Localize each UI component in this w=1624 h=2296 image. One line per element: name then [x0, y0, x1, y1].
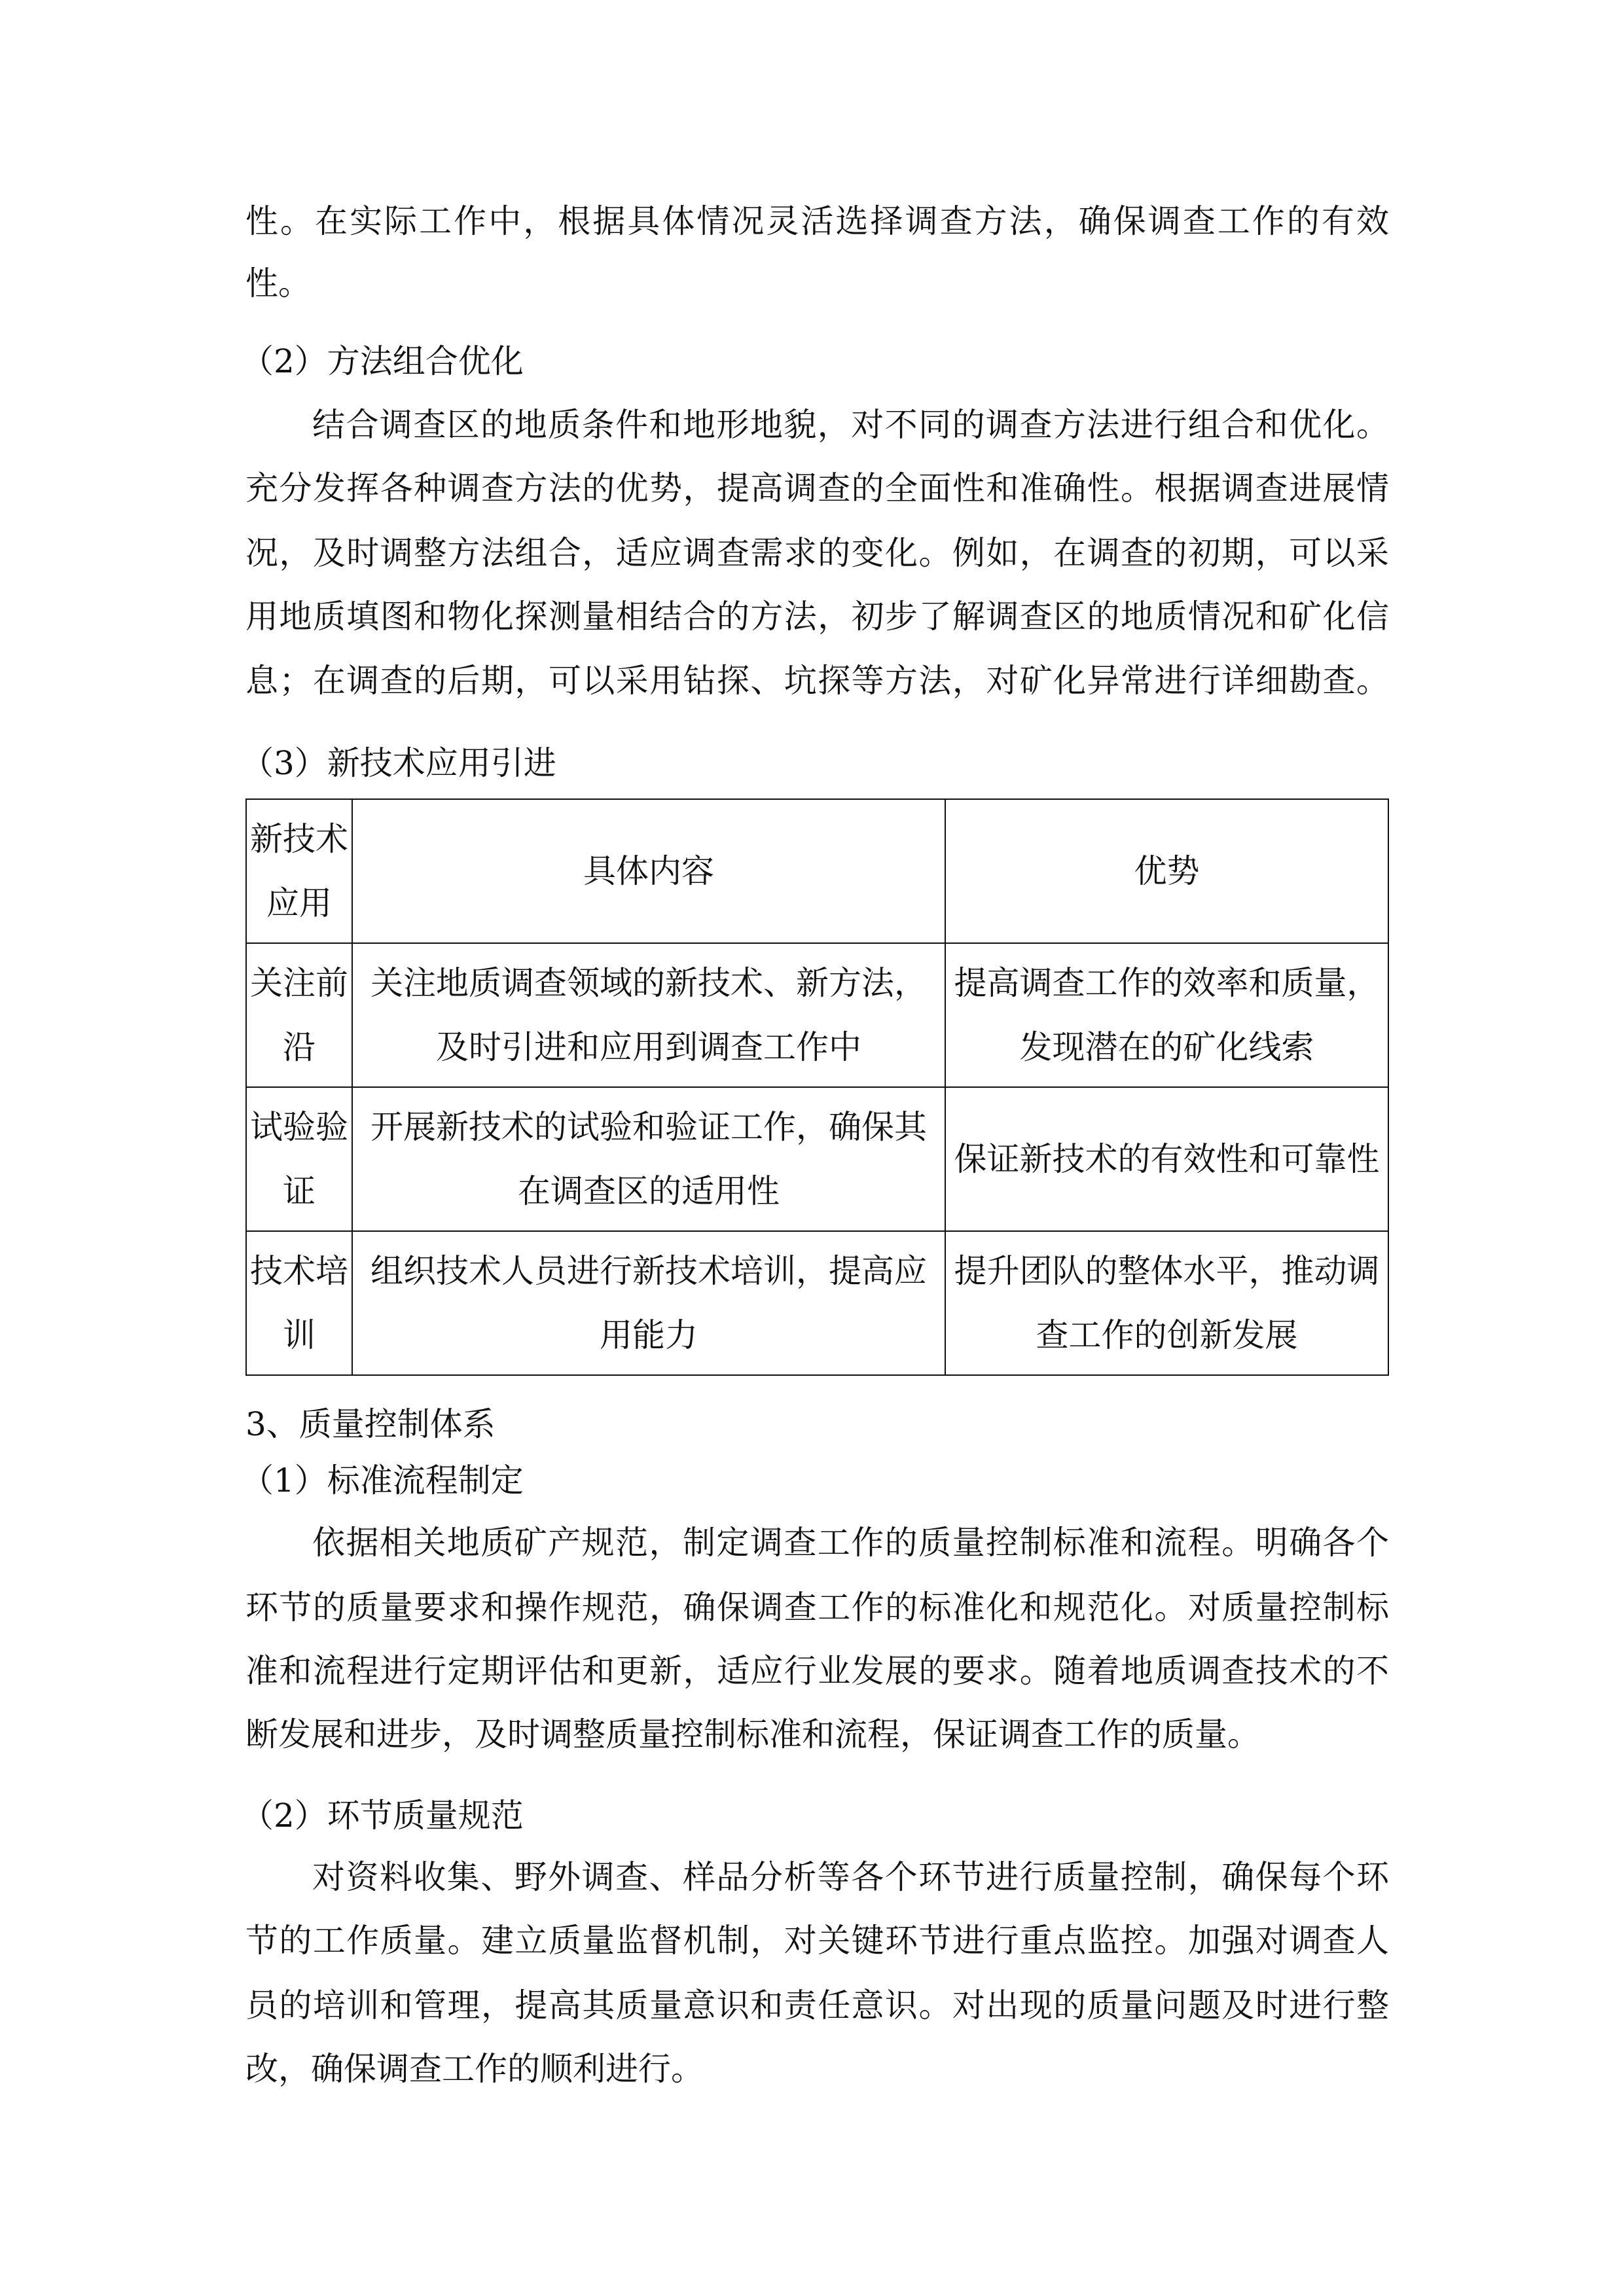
cell-text: 提升团队的整体水平，推动调	[954, 1252, 1380, 1290]
paragraph-line: 息；在调查的后期，可以采用钻探、坑探等方法，对矿化异常进行详细勘查。	[245, 662, 1389, 700]
paragraph-line: 结合调查区的地质条件和地形地貌，对不同的调查方法进行组合和优化。	[312, 406, 1389, 444]
paragraph-line: 准和流程进行定期评估和更新，适应行业发展的要求。随着地质调查技术的不	[245, 1652, 1389, 1690]
table-cell	[246, 799, 352, 943]
paragraph-line: 性。	[245, 264, 311, 302]
cell-text: 及时引进和应用到调查工作中	[436, 1028, 861, 1066]
paragraph-line: 节的工作质量。建立质量监督机制，对关键环节进行重点监控。加强对调查人	[245, 1922, 1389, 1960]
table-cell	[352, 1087, 945, 1231]
paragraph-line: 性。在实际工作中，根据具体情况灵活选择调查方法，确保调查工作的有效	[245, 202, 1389, 240]
cell-text: 关注前	[250, 964, 348, 1002]
cell-text: 组织技术人员进行新技术培训，提高应	[370, 1252, 927, 1290]
section-heading: （2）方法组合优化	[241, 342, 524, 380]
cell-text: 查工作的创新发展	[1036, 1316, 1298, 1354]
paragraph-line: 环节的质量要求和操作规范，确保调查工作的标准化和规范化。对质量控制标	[245, 1588, 1389, 1626]
tech-table	[245, 798, 1389, 1376]
cell-text: 用能力	[600, 1316, 698, 1354]
cell-text: 开展新技术的试验和验证工作，确保其	[370, 1108, 927, 1146]
cell-text: 提高调查工作的效率和质量，	[954, 964, 1380, 1002]
paragraph-line: 充分发挥各种调查方法的优势，提高调查的全面性和准确性。根据调查进展情	[245, 469, 1389, 507]
cell-text: 发现潜在的矿化线索	[1019, 1028, 1314, 1066]
paragraph-line: 况，及时调整方法组合，适应调查需求的变化。例如，在调查的初期，可以采	[245, 534, 1389, 572]
table-cell	[246, 943, 352, 1087]
cell-text: 应用	[266, 884, 332, 922]
table-cell	[945, 1087, 1388, 1231]
table-cell	[246, 1231, 352, 1375]
section-heading: （1）标准流程制定	[241, 1462, 524, 1499]
cell-text: 技术培	[250, 1252, 348, 1290]
table-cell	[352, 799, 945, 943]
cell-text: 训	[283, 1316, 316, 1354]
table-cell	[945, 1231, 1388, 1375]
cell-text: 关注地质调查领域的新技术、新方法，	[370, 964, 927, 1002]
paragraph-line: 用地质填图和物化探测量相结合的方法，初步了解调查区的地质情况和矿化信	[245, 598, 1389, 636]
cell-text: 优势	[1134, 852, 1200, 890]
table-cell	[945, 943, 1388, 1087]
paragraph-line: 改，确保调查工作的顺利进行。	[245, 2050, 704, 2088]
paragraph-line: 对资料收集、野外调查、样品分析等各个环节进行质量控制，确保每个环	[312, 1858, 1389, 1896]
cell-text: 在调查区的适用性	[518, 1172, 780, 1210]
paragraph-line: 断发展和进步，及时调整质量控制标准和流程，保证调查工作的质量。	[245, 1715, 1260, 1753]
cell-text: 新技术	[250, 820, 348, 858]
table-row	[246, 943, 1388, 1087]
section-heading: （3）新技术应用引进	[241, 744, 556, 782]
cell-text: 保证新技术的有效性和可靠性	[954, 1140, 1380, 1178]
table-cell	[246, 1087, 352, 1231]
paragraph-line: 依据相关地质矿产规范，制定调查工作的质量控制标准和流程。明确各个	[312, 1524, 1389, 1562]
table-row	[246, 1231, 1388, 1375]
section-heading: （2）环节质量规范	[241, 1797, 524, 1835]
table-cell	[945, 799, 1388, 943]
paragraph-line: 员的培训和管理，提高其质量意识和责任意识。对出现的质量问题及时进行整	[245, 1986, 1389, 2024]
cell-text: 具体内容	[583, 852, 714, 890]
cell-text: 证	[283, 1172, 316, 1210]
table-cell	[352, 943, 945, 1087]
paragraph-line: 3、质量控制体系	[245, 1405, 496, 1443]
cell-text: 试验验	[250, 1108, 348, 1146]
table-header-row	[246, 799, 1388, 943]
cell-text: 沿	[283, 1028, 316, 1066]
table-row	[246, 1087, 1388, 1231]
table-cell	[352, 1231, 945, 1375]
